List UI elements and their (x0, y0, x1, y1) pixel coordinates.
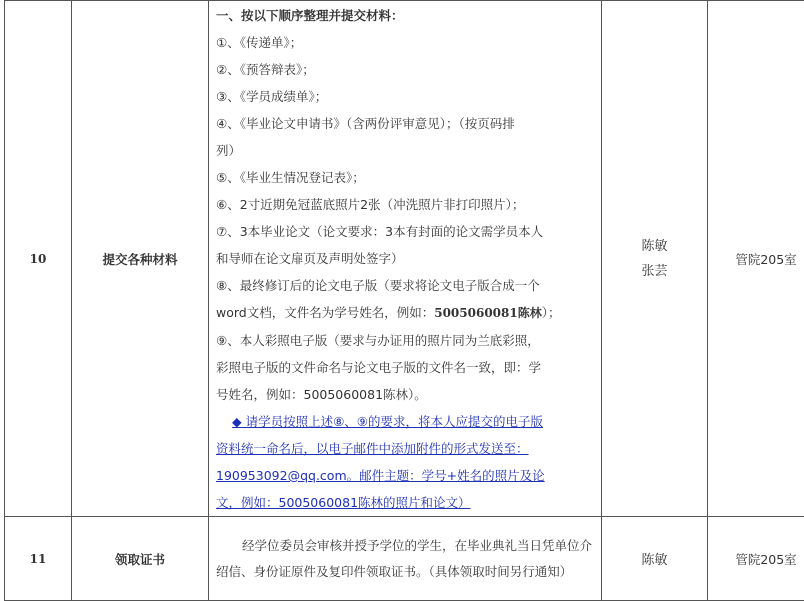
procedure-table (4, 0, 804, 601)
person-name: 陈敏 (602, 234, 707, 259)
list-item (216, 299, 593, 327)
list-item: 列） (216, 137, 593, 164)
note-line[interactable]: ◆ 请学员按照上述⑧、⑨的要求，将本人应提交的电子版 (216, 408, 593, 435)
list-item: ①、《传递单》； (216, 29, 593, 56)
list-item: 和导师在论文扉页及声明处签字） (216, 245, 593, 272)
row-number: 10 (5, 1, 72, 517)
email-link[interactable]: 190953092@qq.com。邮件主题：学号+姓名的照片及论 (216, 462, 593, 489)
row-number: 11 (5, 517, 72, 601)
list-item: 彩照电子版的文件命名与论文电子版的文件名一致，即：学 (216, 354, 593, 381)
person-name: 张芸 (602, 259, 707, 284)
list-item: ③、《学员成绩单》； (216, 83, 593, 110)
list-item: ⑦、3本毕业论文（论文要求：3本有封面的论文需学员本人 (216, 218, 593, 245)
content-heading: 一、按以下顺序整理并提交材料： (216, 3, 593, 29)
list-item: ②、《预答辩表》； (216, 56, 593, 83)
note-line[interactable]: 资料统一命名后，以电子邮件中添加附件的形式发送至： (216, 435, 593, 462)
list-item: ⑤、《毕业生情况登记表》； (216, 164, 593, 191)
list-item: ④、《毕业论文申请书》（含两份评审意见）；（按页码排 (216, 110, 593, 137)
person-name: 陈敏 (602, 549, 707, 568)
item-name: 提交各种材料 (72, 1, 209, 517)
list-item: ⑧、最终修订后的论文电子版（要求将论文电子版合成一个 (216, 272, 593, 299)
list-text: word文档，文件名为学号姓名，例如： (216, 305, 434, 320)
contact-person (602, 1, 708, 517)
list-item: ⑥、2寸近期免冠蓝底照片2张（冲洗照片非打印照片）； (216, 191, 593, 218)
note-line[interactable]: 文，例如：5005060081陈林的照片和论文） (216, 489, 593, 516)
list-item: 号姓名，例如：5005060081陈林）。 (216, 381, 593, 408)
list-item: ⑨、本人彩照电子版（要求与办证用的照片同为兰底彩照， (216, 327, 593, 354)
paragraph: 经学位委员会审核并授予学位的学生，在毕业典礼当日凭单位介绍信、身份证原件及复印件领取证书。（具体领取时间另行通知） (216, 533, 593, 585)
item-name: 领取证书 (72, 517, 209, 601)
location: 管院205室 (708, 517, 804, 601)
location: 管院205室 (708, 1, 804, 517)
certificate-content (209, 517, 602, 601)
email-note[interactable] (200, 408, 593, 516)
table-row (5, 1, 804, 517)
materials-content (209, 1, 602, 517)
table-row (5, 517, 804, 601)
list-text: ）； (542, 305, 561, 320)
example-filename: 5005060081陈林 (434, 306, 542, 320)
contact-person (602, 517, 708, 601)
